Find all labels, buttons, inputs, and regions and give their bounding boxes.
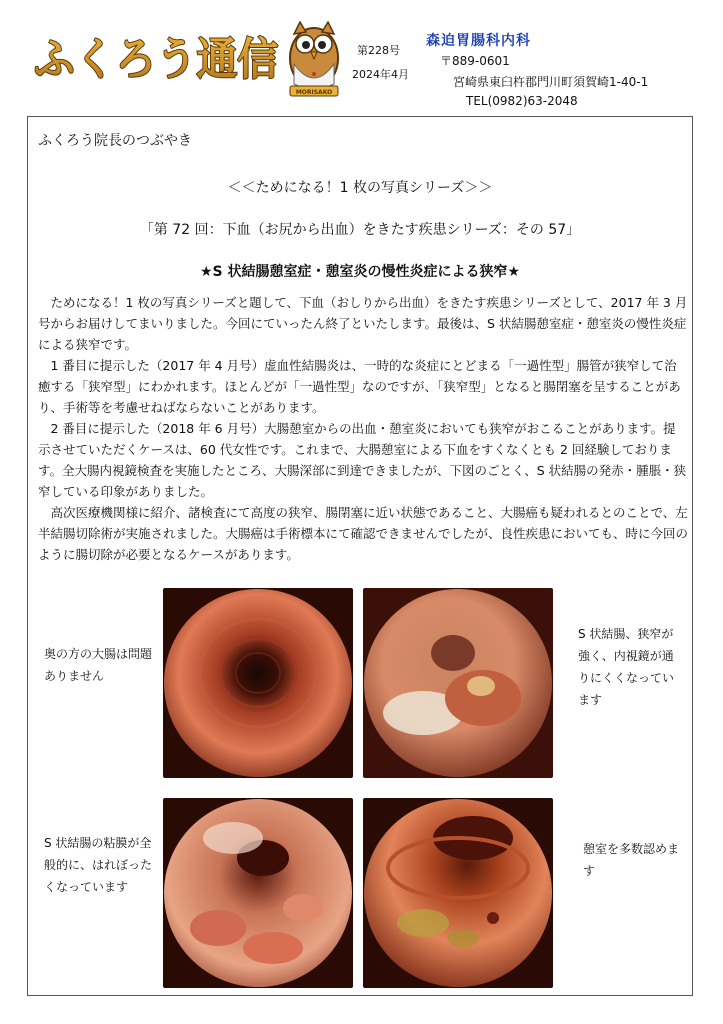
paragraph: 高次医療機関様に紹介、諸検査にて高度の狭窄、腸閉塞に近い状態であること、大腸癌も疑われるとのことで、左半結腸切除術が実施されました。大腸癌は手術標本にて確認できませんでしたが、良性疾患においても、時に今回のように腸切除が必要となるケースがあります。	[38, 505, 689, 562]
photo-caption: S 状結腸、狭窄が強く、内視鏡が通りにくくなっています	[578, 627, 675, 707]
paragraph: 1 番目に提示した（2017 年 4 月号）虚血性結腸炎は、一時的な炎症にとどまる「一過性型」腸管が狭窄して治癒する「狭窄型」にわかれます。ほとんどが「一過性型」なのですが、「狭窄型」となると腸閉塞を呈することがあり、手術等を考慮せねばならないことがあります。	[38, 358, 681, 415]
endoscopy-photo-swollen-mucosa	[163, 798, 353, 988]
episode-title: 「第 72 回：下血（お尻から出血）をきたす疾患シリーズ：その 57」	[139, 222, 581, 238]
endoscopy-photo-diverticula	[363, 798, 553, 988]
endoscopy-photo-normal-colon	[163, 588, 353, 778]
clinic-address: 宮崎県東臼杵郡門川町須賀崎1-40-1	[453, 75, 649, 89]
endoscopy-photo-stricture	[363, 588, 553, 778]
logo-text: MORISAKO	[295, 89, 333, 96]
topic-title: ★S 状結腸憩室症・憩室炎の慢性炎症による狭窄★	[199, 264, 521, 280]
issue-number: 第228号	[357, 44, 400, 57]
issue-date: 2024年4月	[352, 68, 409, 81]
clinic-tel: TEL(0982)63-2048	[466, 94, 578, 108]
newsletter-title-text: ふくろう通信	[34, 34, 278, 85]
photo-caption: 憩室を多数認めます	[583, 842, 680, 878]
photo-caption: 奥の方の大腸は問題ありません	[44, 647, 153, 683]
newsletter-title	[32, 12, 282, 92]
article-body	[38, 292, 688, 565]
owl-doctor-logo	[284, 14, 344, 100]
clinic-zip: 〒889-0601	[440, 54, 510, 68]
column-title: ふくろう院長のつぶやき	[38, 133, 192, 149]
paragraph: 2 番目に提示した（2018 年 6 月号）大腸憩室からの出血・憩室炎においても狭窄がおこることがあります。提示させていただくケースは、60 代女性です。これまで、大腸憩室による下血をすくなくとも 2 回経験しております。全大腸内視鏡検査を実施したところ、大腸深部に到達できましたが、下図のごとく、S 状結腸の発赤・腫脹・狭窄している印象がありました。	[38, 421, 687, 499]
clinic-name: 森迫胃腸科内科	[426, 33, 531, 49]
photo-caption: S 状結腸の粘膜が全般的に、はれぼったくなっています	[44, 836, 153, 894]
paragraph: ためになる！1 枚の写真シリーズと題して、下血（おしりから出血）をきたす疾患シリーズとして、2017 年 3 月号からお届けしてまいりました。今回にていったん終了といたします。最後は、S 状結腸憩室症・憩室炎の慢性炎症による狭窄です。	[38, 295, 688, 352]
series-title: ＜＜ためになる！1 枚の写真シリーズ＞＞	[227, 180, 493, 196]
